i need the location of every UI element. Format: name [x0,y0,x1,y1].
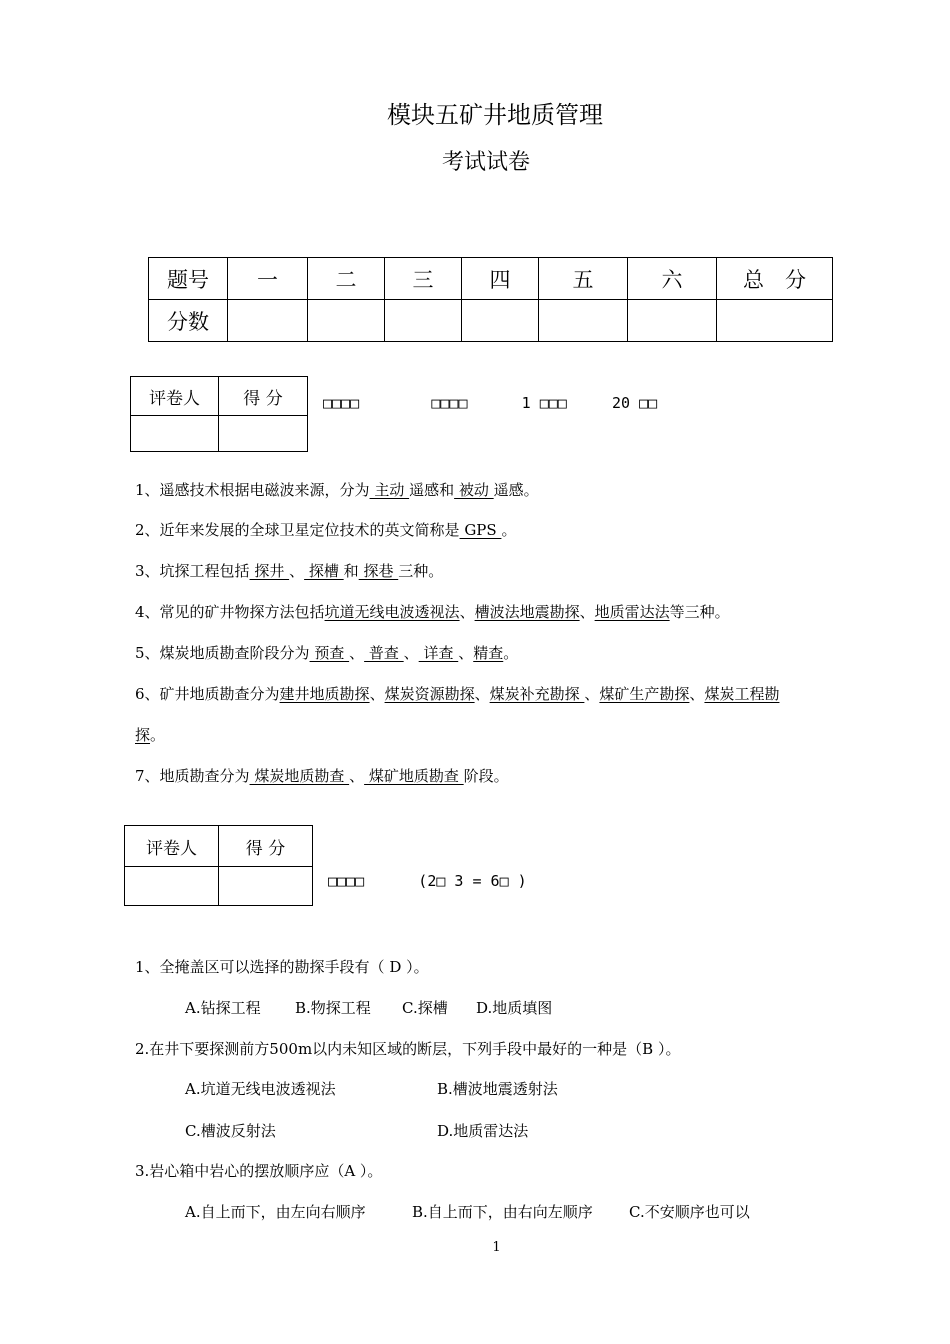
score-header-cell: 题号 [149,258,228,300]
choice-option: C.探槽 [402,999,448,1017]
answer-blank: 预查 [309,644,350,662]
answer-blank: 探井 [249,562,290,580]
choice-option: B.槽波地震透射法 [437,1080,558,1098]
score-value-cell[interactable] [385,300,462,342]
fill-question-continuation: 探。 [135,726,166,744]
score-value-cell[interactable] [539,300,628,342]
choice-option: B.物探工程 [295,999,371,1017]
page-number: 1 [492,1240,501,1255]
fill-question: 4、常见的矿井物探方法包括坑道无线电波透视法、槽波法地震勘探、地质雷达法等三种。 [135,603,730,621]
answer-blank: 探槽 [304,562,344,580]
answer-blank: 坑道无线电波透视法 [324,603,460,621]
grader-score-cell[interactable] [219,867,313,906]
grader-name-cell[interactable] [131,416,219,452]
answer-blank: 详查 [418,644,459,662]
answer-blank: 被动 [454,481,494,499]
answer-blank: 煤炭工程勘 [704,685,780,703]
section-1-heading: □□□□ □□□□ 1 □□□ 20 □□ [323,394,658,412]
choice-option: D.地质填图 [476,999,553,1017]
grader-name-cell[interactable] [125,867,219,906]
choice-option: C.不安顺序也可以 [629,1203,750,1221]
choice-question: 2.在井下要探测前方500m以内未知区域的断层，下列手段中最好的一种是（B ）。 [135,1040,681,1058]
score-table [148,257,833,342]
score-value-cell[interactable] [228,300,308,342]
score-row-label: 分数 [149,300,228,342]
section-2-heading: □□□□ (2□ 3 = 6□ ) [328,872,527,890]
answer-blank: 精查 [473,644,504,662]
page-title: 模块五矿井地质管理 [387,101,603,129]
answer-blank: 探巷 [358,562,399,580]
score-header-cell: 一 [228,258,308,300]
score-header-cell: 二 [308,258,385,300]
score-header-cell: 总 分 [717,258,833,300]
score-table-header-row [149,258,833,300]
grader-score-cell[interactable] [219,416,308,452]
answer-blank: 煤炭资源勘探 [384,685,475,703]
answer-blank: 建井地质勘探 [279,685,370,703]
grader-label: 评卷人 [125,826,219,867]
choice-option: A.钻探工程 [185,999,261,1017]
score-header-cell: 五 [539,258,628,300]
choice-option: D.地质雷达法 [437,1122,529,1140]
answer-blank: 煤炭地质勘查 [249,767,350,785]
score-value-cell[interactable] [717,300,833,342]
grader-box-2 [124,825,313,906]
fill-question: 7、地质勘查分为 煤炭地质勘查 、 煤矿地质勘查 阶段。 [135,767,509,785]
answer-blank: 煤炭补充勘探 [489,685,585,703]
answer-blank: GPS [459,521,502,539]
choice-option: A.自上而下，由左向右顺序 [185,1203,366,1221]
choice-option: A.坑道无线电波透视法 [185,1080,336,1098]
fill-question: 6、矿井地质勘查分为建井地质勘探、煤炭资源勘探、煤炭补充勘探 、煤矿生产勘探、煤炭工程勘 [135,685,780,703]
fill-question: 3、坑探工程包括 探井 、 探槽 和 探巷 三种。 [135,562,444,580]
grader-score-label: 得 分 [219,377,308,416]
choice-question: 1、全掩盖区可以选择的勘探手段有（ D ）。 [135,958,429,976]
answer-blank: 煤矿生产勘探 [599,685,690,703]
score-header-cell: 六 [628,258,717,300]
choice-option: C.槽波反射法 [185,1122,276,1140]
choice-question: 3.岩心箱中岩心的摆放顺序应（A ）。 [135,1162,383,1180]
score-table-value-row [149,300,833,342]
answer-blank: 煤矿地质勘查 [364,767,464,785]
score-value-cell[interactable] [628,300,717,342]
answer-blank: 探 [135,726,151,744]
answer-blank: 主动 [369,481,410,499]
score-value-cell[interactable] [462,300,539,342]
grader-label: 评卷人 [131,377,219,416]
score-value-cell[interactable] [308,300,385,342]
score-header-cell: 三 [385,258,462,300]
answer-blank: 普查 [364,644,404,662]
answer-blank: 地质雷达法 [594,603,670,621]
fill-question: 2、近年来发展的全球卫星定位技术的英文简称是 GPS 。 [135,521,517,539]
grader-score-label: 得 分 [219,826,313,867]
page-subtitle: 考试试卷 [441,150,530,175]
score-header-cell: 四 [462,258,539,300]
choice-option: B.自上而下，由右向左顺序 [412,1203,593,1221]
fill-question: 5、煤炭地质勘查阶段分为 预查 、 普查 、 详查 、精查。 [135,644,519,662]
answer-blank: 槽波法地震勘探 [474,603,580,621]
fill-question: 1、遥感技术根据电磁波来源，分为 主动 遥感和 被动 遥感。 [135,481,539,499]
grader-box-1 [130,376,308,452]
